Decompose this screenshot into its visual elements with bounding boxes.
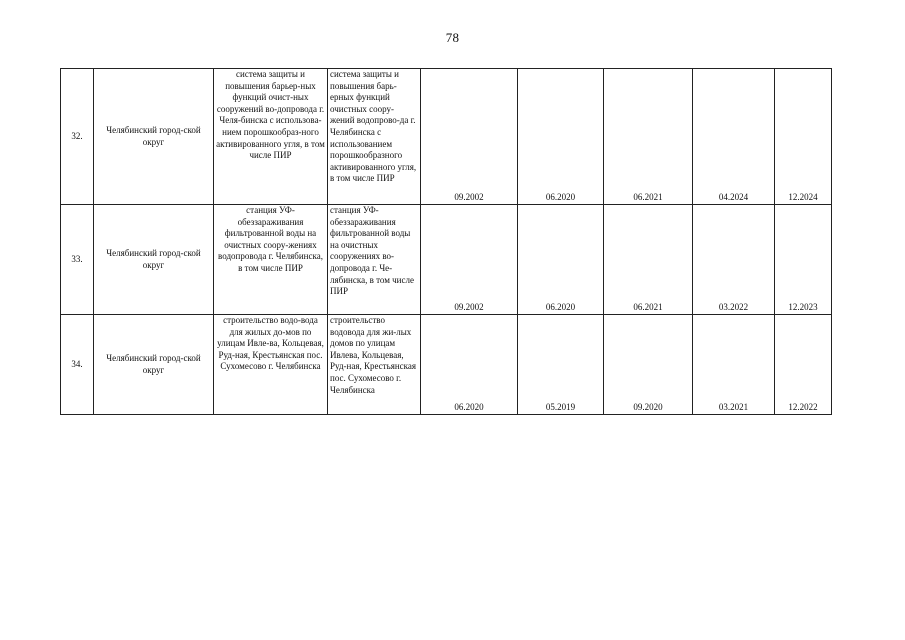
description-cell-alt: станция УФ-обеззараживания фильтрованной воды на очистных сооружениях во-допровода г. Че-лябинска, в том числе ПИР xyxy=(328,205,421,315)
date-cell: 09.2020 xyxy=(604,315,693,415)
date-cell: 06.2020 xyxy=(518,69,604,205)
row-number: 34. xyxy=(61,315,94,415)
description-cell: система защиты и повышения барьер-ных функций очист-ных сооружений во-допровода г. Челя-бинска с использова-нием порошкообраз-ного активированного угля, в том числе ПИР xyxy=(214,69,328,205)
row-number: 32. xyxy=(61,69,94,205)
date-cell: 06.2021 xyxy=(604,205,693,315)
date-cell: 12.2022 xyxy=(775,315,832,415)
date-cell: 09.2002 xyxy=(421,69,518,205)
description-cell-alt: строительство водовода для жи-лых домов по улицам Ивлева, Кольцевая, Руд-ная, Крестьянская пос. Сухомесово г. Челябинска xyxy=(328,315,421,415)
date-cell: 06.2021 xyxy=(604,69,693,205)
date-cell: 06.2020 xyxy=(518,205,604,315)
date-cell: 12.2024 xyxy=(775,69,832,205)
date-cell: 12.2023 xyxy=(775,205,832,315)
description-cell: станция УФ-обеззараживания фильтрованной воды на очистных соору-жениях водопровода г. Челябинска, в том числе ПИР xyxy=(214,205,328,315)
date-cell: 06.2020 xyxy=(421,315,518,415)
date-cell: 03.2021 xyxy=(693,315,775,415)
date-cell: 05.2019 xyxy=(518,315,604,415)
date-cell: 03.2022 xyxy=(693,205,775,315)
date-cell: 09.2002 xyxy=(421,205,518,315)
region-cell: Челябинский город-ской округ xyxy=(94,205,214,315)
table-row xyxy=(61,69,832,205)
date-cell: 04.2024 xyxy=(693,69,775,205)
description-cell: строительство водо-вода для жилых до-мов по улицам Ивле-ва, Кольцевая, Руд-ная, Крестьянская пос. Сухомесово г. Челябинска xyxy=(214,315,328,415)
page-number: 78 xyxy=(445,30,460,45)
table-row xyxy=(61,205,832,315)
region-cell: Челябинский город-ской округ xyxy=(94,315,214,415)
projects-table xyxy=(60,68,832,415)
region-cell: Челябинский город-ской округ xyxy=(94,69,214,205)
row-number: 33. xyxy=(61,205,94,315)
table-row xyxy=(61,315,832,415)
description-cell-alt: система защиты и повышения барь-ерных функций очистных соору-жений водопрово-да г. Челябинска с использованием порошкообразного активированного угля, в том числе ПИР xyxy=(328,69,421,205)
